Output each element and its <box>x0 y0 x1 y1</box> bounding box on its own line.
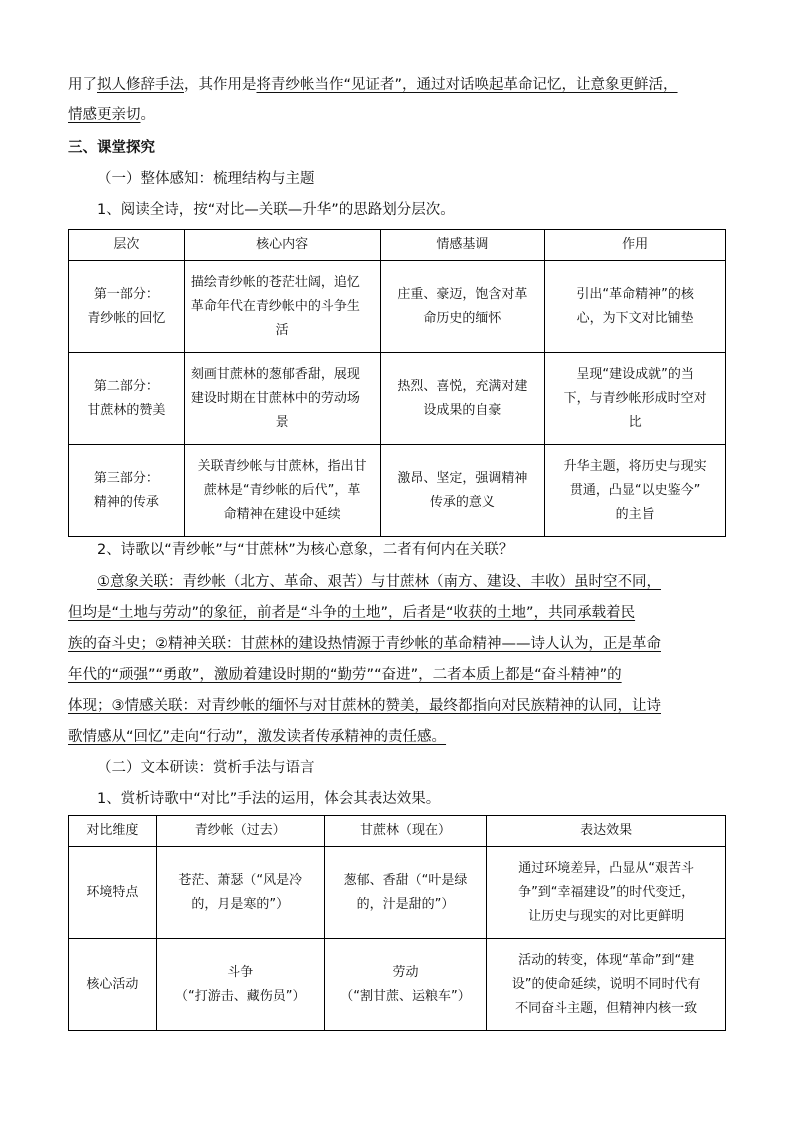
structure-table <box>68 229 726 537</box>
table-cell: 描绘青纱帐的苍茫壮阔，追忆 革命年代在青纱帐中的斗争生 活 <box>184 261 380 353</box>
contrast-table <box>68 815 726 1031</box>
intro-line-1 <box>68 74 678 96</box>
table-cell: 刻画甘蔗林的葱郁香甜，展现 建设时期在甘蔗林中的劳动场 景 <box>184 353 380 445</box>
table-cell: 葱郁、香甜（“叶是绿 的，汁是甜的”） <box>324 847 487 939</box>
intro-text-d: 将青纱帐当作“见证者”，通过对话唤起革命记忆，让意象更鲜活， <box>256 77 678 93</box>
table-header-row <box>69 816 726 847</box>
question-3: 1、赏析诗歌中“对比”手法的运用，体会其表达效果。 <box>97 791 441 807</box>
question-2: 2、诗歌以“青纱帐”与“甘蔗林”为核心意象，二者有何内在关联？ <box>97 542 514 558</box>
table-header-cell: 青纱帐（过去） <box>156 816 324 847</box>
table-header-row <box>69 230 726 261</box>
table-cell: 第二部分： 甘蔗林的赞美 <box>69 353 185 445</box>
table-header-cell: 核心内容 <box>184 230 380 261</box>
table-header-cell: 层次 <box>69 230 185 261</box>
table-cell: 环境特点 <box>69 847 157 939</box>
subsection-2-heading: （二）文本研读：赏析手法与语言 <box>97 760 315 776</box>
table-row <box>69 847 726 939</box>
table-row <box>69 261 726 353</box>
answer-line: ①意象关联：青纱帐（北方、革命、艰苦）与甘蔗林（南方、建设、丰收）虽时空不同， <box>97 574 661 590</box>
intro-line-2 <box>68 104 155 126</box>
table-cell: 活动的转变，体现“革命”到“建 设”的使命延续，说明不同时代有 不同奋斗主题，但精神内核一致 <box>487 939 726 1031</box>
intro-text-c: ，其作用是 <box>184 77 257 93</box>
section-heading: 三、课堂探究 <box>68 140 155 156</box>
table-row <box>69 353 726 445</box>
table-cell: 第三部分： 精神的传承 <box>69 445 185 537</box>
table-header-cell: 作用 <box>545 230 726 261</box>
subsection-1-heading: （一）整体感知：梳理结构与主题 <box>97 171 315 187</box>
table-row <box>69 939 726 1031</box>
table-cell: 苍茫、萧瑟（“风是冷 的，月是寒的”） <box>156 847 324 939</box>
answer-line: 族的奋斗史；②精神关联：甘蔗林的建设热情源于青纱帐的革命精神——诗人认为，正是革命 <box>68 636 661 652</box>
table-cell: 关联青纱帐与甘蔗林，指出甘 蔗林是“青纱帐的后代”，革 命精神在建设中延续 <box>184 445 380 537</box>
intro-text-e: 情感更亲切 <box>68 107 141 123</box>
table-cell: 劳动 （“割甘蔗、运粮车”） <box>324 939 487 1031</box>
table-cell: 热烈、喜悦，充满对建 设成果的自豪 <box>380 353 545 445</box>
table-header-cell: 对比维度 <box>69 816 157 847</box>
answer-line: 但均是“土地与劳动”的象征，前者是“斗争的土地”，后者是“收获的土地”，共同承载着民 <box>68 605 636 621</box>
table-cell: 激昂、坚定，强调精神 传承的意义 <box>380 445 545 537</box>
table-row <box>69 445 726 537</box>
answer-line: 年代的“顽强”“勇敢”，激励着建设时期的“勤劳”“奋进”，二者本质上都是“奋斗精神”的 <box>68 667 622 683</box>
answer-line: 体现；③情感关联：对青纱帐的缅怀与对甘蔗林的赞美，最终都指向对民族精神的认同，让诗 <box>68 698 661 714</box>
intro-text-b: 拟人修辞手法 <box>97 77 184 93</box>
table-cell: 通过环境差异，凸显从“艰苦斗 争”到“幸福建设”的时代变迁， 让历史与现实的对比更鲜明 <box>487 847 726 939</box>
table-header-cell: 表达效果 <box>487 816 726 847</box>
table-cell: 第一部分： 青纱帐的回忆 <box>69 261 185 353</box>
answer-line: 歌情感从“回忆”走向“行动”，激发读者传承精神的责任感。 <box>68 729 447 745</box>
intro-text-f: 。 <box>140 107 155 123</box>
table-cell: 升华主题，将历史与现实 贯通，凸显“以史鉴今” 的主旨 <box>545 445 726 537</box>
table-cell: 核心活动 <box>69 939 157 1031</box>
table-cell: 庄重、豪迈，饱含对革 命历史的缅怀 <box>380 261 545 353</box>
question-1: 1、阅读全诗，按“对比—关联—升华”的思路划分层次。 <box>97 202 455 218</box>
table-cell: 斗争 （“打游击、藏伤员”） <box>156 939 324 1031</box>
table-header-cell: 甘蔗林（现在） <box>324 816 487 847</box>
intro-text-a: 用了 <box>68 77 97 93</box>
table-cell: 呈现“建设成就”的当 下，与青纱帐形成时空对 比 <box>545 353 726 445</box>
table-header-cell: 情感基调 <box>380 230 545 261</box>
table-cell: 引出“革命精神”的核 心，为下文对比铺垫 <box>545 261 726 353</box>
